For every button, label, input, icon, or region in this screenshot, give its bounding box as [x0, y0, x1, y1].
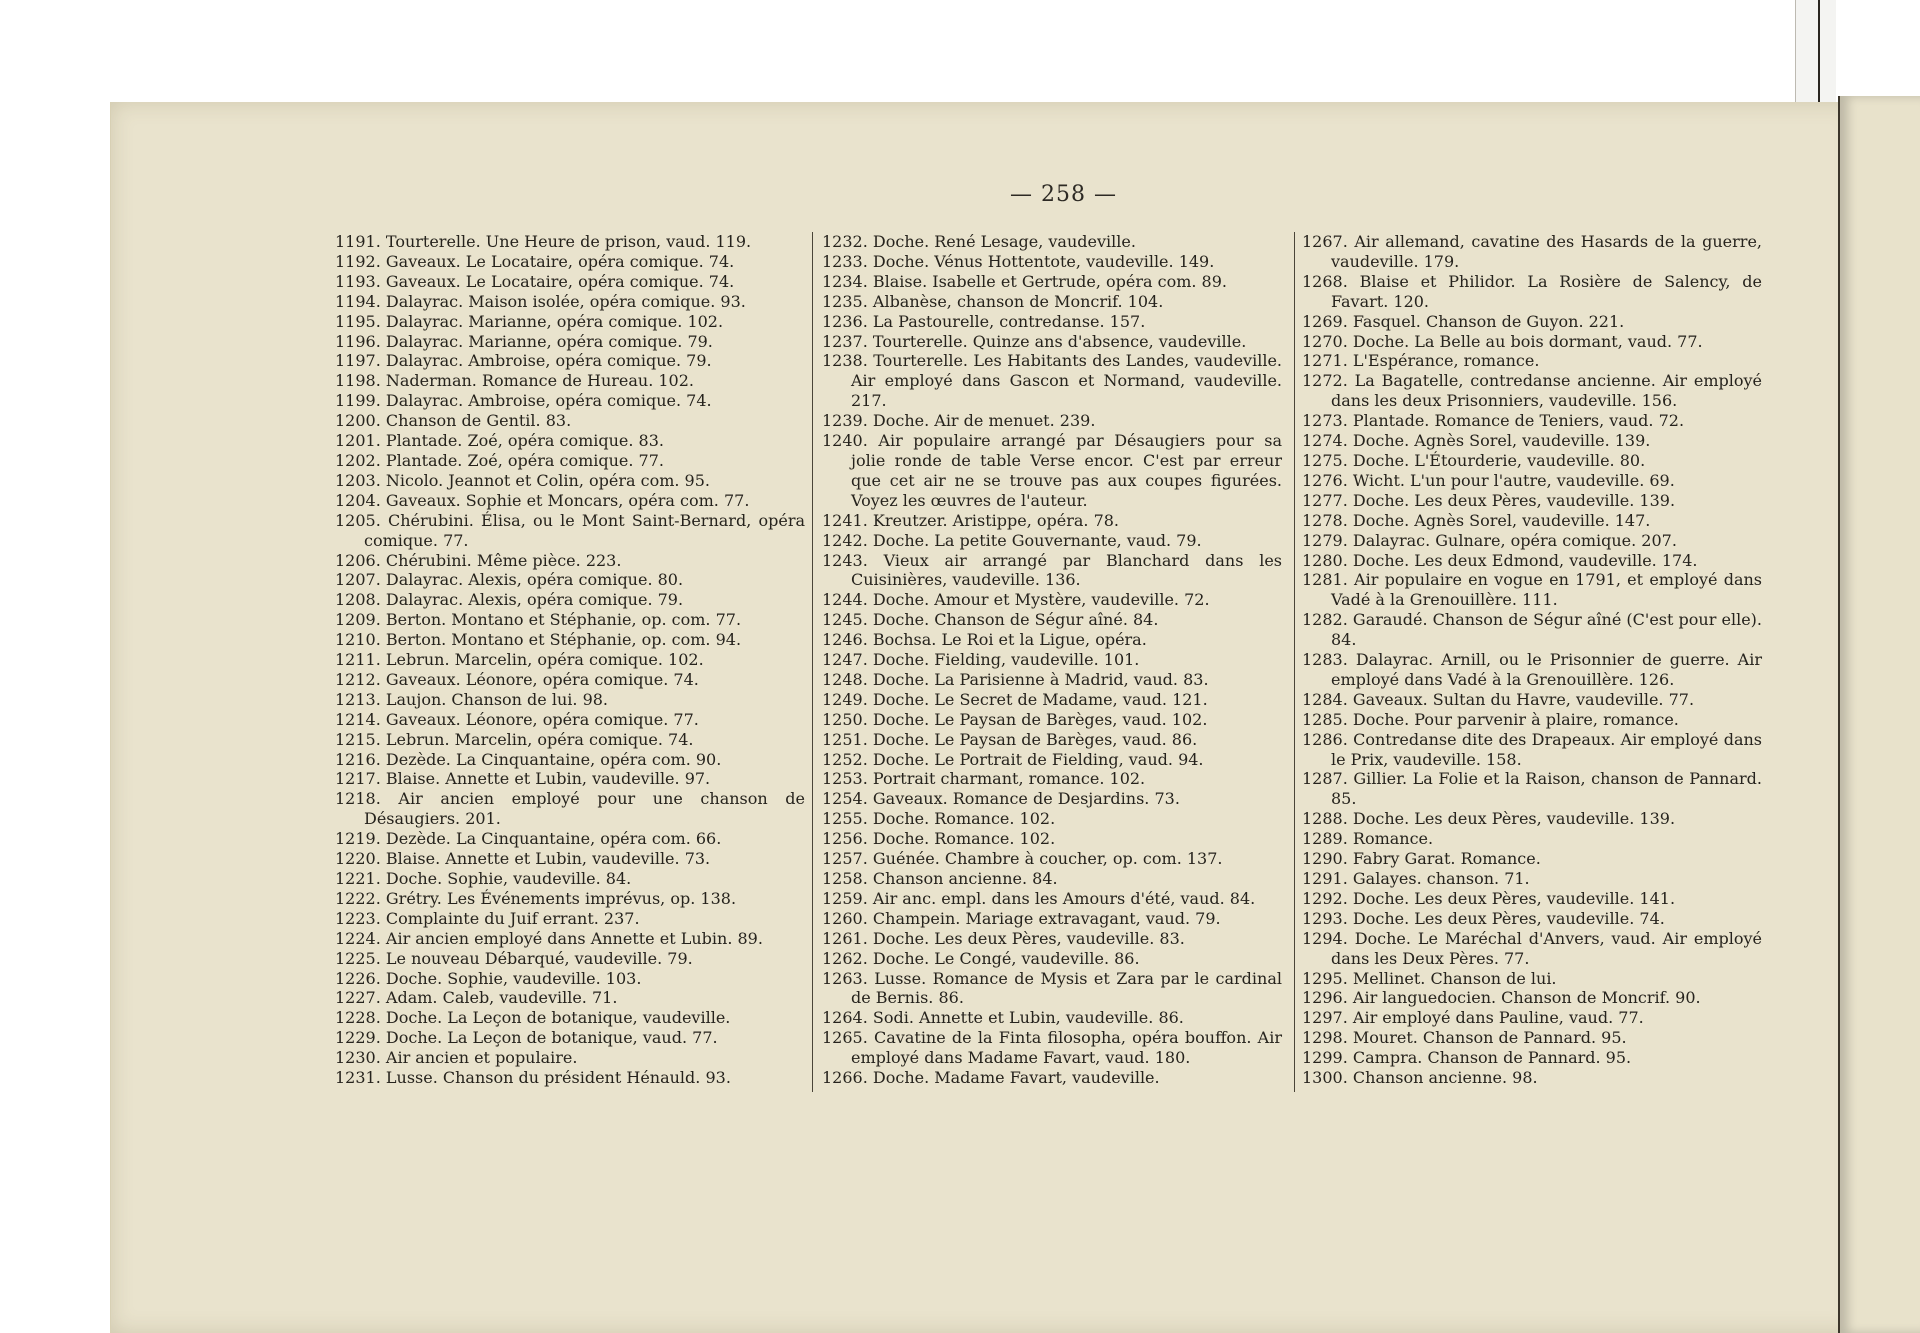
catalog-entry: 1277. Doche. Les deux Pères, vaudeville. 139. — [1302, 490, 1676, 510]
catalog-entry: 1291. Galayes. chanson. 71. — [1302, 869, 1530, 888]
catalog-entry: 1232. Doche. René Lesage, vaudeville. — [822, 232, 1136, 251]
catalog-entry: 1275. Doche. L'Étourderie, vaudeville. 80. — [1302, 450, 1646, 470]
catalog-entry: 1212. Gaveaux. Léonore, opéra comique. 74. — [335, 669, 699, 689]
catalog-entry: 1255. Doche. Romance. 102. — [822, 809, 1056, 829]
catalog-entry: 1266. Doche. Madame Favart, vaudeville. — [822, 1068, 1160, 1088]
column-middle — [822, 232, 1282, 1088]
catalog-entry: 1253. Portrait charmant, romance. 102. — [822, 769, 1146, 789]
catalog-entry: 1217. Blaise. Annette et Lubin, vaudeville. 97. — [335, 769, 711, 789]
catalog-entry: 1293. Doche. Les deux Pères, vaudeville. 74. — [1302, 908, 1665, 928]
catalog-entry: 1284. Gaveaux. Sultan du Havre, vaudeville. 77. — [1302, 689, 1695, 709]
column-rule-right — [1294, 232, 1295, 1092]
catalog-entry: 1193. Gaveaux. Le Locataire, opéra comique. 74. — [335, 271, 735, 291]
catalog-entry: 1298. Mouret. Chanson de Pannard. 95. — [1302, 1028, 1627, 1048]
catalog-entry: 1240. Air populaire arrangé par Désaugiers pour sa jolie ronde de table Verse encor. C'est par erreur que cet air ne se trouve pas aux coupes figurées. Voyez les œuvres de l'auteur. — [822, 431, 1282, 510]
catalog-entry: 1201. Plantade. Zoé, opéra comique. 83. — [335, 431, 664, 451]
catalog-entry: 1273. Plantade. Romance de Teniers, vaud. 72. — [1302, 411, 1685, 431]
catalog-entry: 1231. Lusse. Chanson du président Hénauld. 93. — [335, 1068, 731, 1088]
catalog-entry: 1299. Campra. Chanson de Pannard. 95. — [1302, 1048, 1632, 1068]
catalog-entry: 1254. Gaveaux. Romance de Desjardins. 73. — [822, 789, 1180, 809]
catalog-entry: 1263. Lusse. Romance de Mysis et Zara par le cardinal de Bernis. 86. — [822, 968, 1282, 1008]
catalog-entry: 1200. Chanson de Gentil. 83. — [335, 411, 572, 431]
catalog-entry: 1227. Adam. Caleb, vaudeville. 71. — [335, 988, 618, 1008]
page-number: — 258 — — [1010, 182, 1117, 207]
catalog-entry: 1288. Doche. Les deux Pères, vaudeville. 139. — [1302, 809, 1676, 829]
catalog-entry: 1242. Doche. La petite Gouvernante, vaud. 79. — [822, 530, 1202, 550]
catalog-entry: 1274. Doche. Agnès Sorel, vaudeville. 139. — [1302, 431, 1651, 451]
catalog-entry: 1194. Dalayrac. Maison isolée, opéra comique. 93. — [335, 291, 746, 311]
catalog-entry: 1271. L'Espérance, romance. — [1302, 351, 1540, 371]
catalog-entry: 1244. Doche. Amour et Mystère, vaudeville. 72. — [822, 590, 1210, 610]
catalog-entry: 1199. Dalayrac. Ambroise, opéra comique. 74. — [335, 391, 712, 411]
catalog-entry: 1197. Dalayrac. Ambroise, opéra comique. 79. — [335, 351, 712, 371]
catalog-entry: 1276. Wicht. L'un pour l'autre, vaudeville. 69. — [1302, 470, 1675, 490]
catalog-entry: 1260. Champein. Mariage extravagant, vaud. 79. — [822, 908, 1221, 928]
catalog-entry: 1236. La Pastourelle, contredanse. 157. — [822, 311, 1146, 331]
catalog-entry: 1292. Doche. Les deux Pères, vaudeville. 141. — [1302, 888, 1676, 908]
catalog-entry: 1211. Lebrun. Marcelin, opéra comique. 102. — [335, 650, 704, 670]
catalog-entry: 1233. Doche. Vénus Hottentote, vaudeville. 149. — [822, 251, 1215, 271]
catalog-entry: 1280. Doche. Les deux Edmond, vaudeville. 174. — [1302, 550, 1698, 570]
catalog-entry: 1267. Air allemand, cavatine des Hasards de la guerre, vaudeville. 179. — [1302, 232, 1762, 271]
column-left — [335, 232, 805, 1088]
catalog-entry: 1289. Romance. — [1302, 829, 1434, 849]
catalog-entry: 1214. Gaveaux. Léonore, opéra comique. 77. — [335, 709, 699, 729]
top-page-edge — [1795, 0, 1836, 102]
catalog-entry: 1223. Complainte du Juif errant. 237. — [335, 908, 640, 928]
catalog-entry: 1245. Doche. Chanson de Ségur aîné. 84. — [822, 610, 1159, 630]
catalog-entry: 1265. Cavatine de la Finta filosopha, opéra bouffon. Air employé dans Madame Favart, vaud. 180. — [822, 1028, 1282, 1068]
catalog-entry: 1300. Chanson ancienne. 98. — [1302, 1068, 1538, 1088]
catalog-entry: 1285. Doche. Pour parvenir à plaire, romance. — [1302, 709, 1679, 729]
next-page-edge — [1838, 96, 1920, 1333]
column-rule-left — [812, 232, 813, 1092]
catalog-entry: 1208. Dalayrac. Alexis, opéra comique. 79. — [335, 590, 684, 610]
catalog-entry: 1286. Contredanse dite des Drapeaux. Air employé dans le Prix, vaudeville. 158. — [1302, 729, 1762, 769]
catalog-entry: 1251. Doche. Le Paysan de Barèges, vaud. 86. — [822, 729, 1198, 749]
catalog-entry: 1268. Blaise et Philidor. La Rosière de Salency, de Favart. 120. — [1302, 271, 1762, 311]
catalog-entry: 1281. Air populaire en vogue en 1791, et employé dans Vadé à la Grenouillère. 111. — [1302, 570, 1762, 610]
catalog-entry: 1252. Doche. Le Portrait de Fielding, vaud. 94. — [822, 749, 1204, 769]
catalog-entry: 1264. Sodi. Annette et Lubin, vaudeville. 86. — [822, 1008, 1184, 1028]
catalog-entry: 1238. Tourterelle. Les Habitants des Landes, vaudeville. Air employé dans Gascon et Normand, vaudeville. 217. — [822, 351, 1282, 411]
catalog-entry: 1272. La Bagatelle, contredanse ancienne. Air employé dans les deux Prisonniers, vaudeville. 156. — [1302, 371, 1762, 411]
catalog-entry: 1239. Doche. Air de menuet. 239. — [822, 411, 1096, 431]
catalog-entry: 1270. Doche. La Belle au bois dormant, vaud. 77. — [1302, 331, 1703, 351]
catalog-entry: 1195. Dalayrac. Marianne, opéra comique. 102. — [335, 311, 724, 331]
catalog-entry: 1243. Vieux air arrangé par Blanchard dans les Cuisinières, vaudeville. 136. — [822, 550, 1282, 590]
catalog-entry: 1278. Doche. Agnès Sorel, vaudeville. 147. — [1302, 510, 1651, 530]
catalog-entry: 1196. Dalayrac. Marianne, opéra comique. 79. — [335, 331, 713, 351]
catalog-entry: 1234. Blaise. Isabelle et Gertrude, opéra com. 89. — [822, 271, 1227, 291]
book-spine — [1818, 0, 1820, 102]
catalog-entry: 1224. Air ancien employé dans Annette et Lubin. 89. — [335, 928, 763, 948]
catalog-entry: 1204. Gaveaux. Sophie et Moncars, opéra com. 77. — [335, 490, 750, 510]
catalog-entry: 1261. Doche. Les deux Pères, vaudeville. 83. — [822, 928, 1185, 948]
catalog-entry: 1229. Doche. La Leçon de botanique, vaud. 77. — [335, 1028, 718, 1048]
catalog-entry: 1237. Tourterelle. Quinze ans d'absence, vaudeville. — [822, 331, 1247, 351]
catalog-entry: 1202. Plantade. Zoé, opéra comique. 77. — [335, 450, 664, 470]
catalog-entry: 1218. Air ancien employé pour une chanson de Désaugiers. 201. — [335, 789, 805, 829]
catalog-entry: 1225. Le nouveau Débarqué, vaudeville. 79. — [335, 948, 693, 968]
catalog-entry: 1247. Doche. Fielding, vaudeville. 101. — [822, 650, 1140, 670]
catalog-entry: 1215. Lebrun. Marcelin, opéra comique. 74. — [335, 729, 694, 749]
catalog-entry: 1296. Air languedocien. Chanson de Moncrif. 90. — [1302, 988, 1701, 1008]
catalog-entry: 1249. Doche. Le Secret de Madame, vaud. 121. — [822, 689, 1208, 709]
column-right — [1302, 232, 1762, 1088]
catalog-entry: 1248. Doche. La Parisienne à Madrid, vaud. 83. — [822, 669, 1209, 689]
catalog-entry: 1220. Blaise. Annette et Lubin, vaudeville. 73. — [335, 849, 711, 869]
catalog-entry: 1219. Dezède. La Cinquantaine, opéra com. 66. — [335, 829, 722, 849]
catalog-entry: 1206. Chérubini. Même pièce. 223. — [335, 550, 622, 570]
catalog-entry: 1207. Dalayrac. Alexis, opéra comique. 80. — [335, 570, 684, 590]
catalog-entry: 1297. Air employé dans Pauline, vaud. 77. — [1302, 1008, 1644, 1028]
catalog-entry: 1283. Dalayrac. Arnill, ou le Prisonnier de guerre. Air employé dans Vadé à la Grenouillère. 126. — [1302, 650, 1762, 689]
catalog-entry: 1209. Berton. Montano et Stéphanie, op. com. 77. — [335, 610, 742, 630]
catalog-entry: 1241. Kreutzer. Aristippe, opéra. 78. — [822, 510, 1120, 530]
catalog-entry: 1213. Laujon. Chanson de lui. 98. — [335, 689, 609, 709]
catalog-entry: 1228. Doche. La Leçon de botanique, vaudeville. — [335, 1008, 731, 1028]
catalog-entry: 1282. Garaudé. Chanson de Ségur aîné (C'est pour elle). 84. — [1302, 610, 1762, 650]
catalog-entry: 1203. Nicolo. Jeannot et Colin, opéra com. 95. — [335, 470, 710, 490]
catalog-entry: 1246. Bochsa. Le Roi et la Ligue, opéra. — [822, 630, 1147, 650]
catalog-entry: 1192. Gaveaux. Le Locataire, opéra comique. 74. — [335, 251, 735, 271]
catalog-entry: 1198. Naderman. Romance de Hureau. 102. — [335, 371, 694, 391]
catalog-entry: 1216. Dezède. La Cinquantaine, opéra com. 90. — [335, 749, 722, 769]
catalog-entry: 1257. Guénée. Chambre à coucher, op. com. 137. — [822, 849, 1223, 869]
catalog-entry: 1226. Doche. Sophie, vaudeville. 103. — [335, 968, 642, 988]
catalog-entry: 1262. Doche. Le Congé, vaudeville. 86. — [822, 948, 1140, 968]
catalog-entry: 1258. Chanson ancienne. 84. — [822, 869, 1058, 888]
catalog-entry: 1222. Grétry. Les Événements imprévus, op. 138. — [335, 888, 737, 908]
catalog-entry: 1221. Doche. Sophie, vaudeville. 84. — [335, 869, 632, 888]
catalog-entry: 1235. Albanèse, chanson de Moncrif. 104. — [822, 291, 1164, 311]
catalog-entry: 1295. Mellinet. Chanson de lui. — [1302, 968, 1557, 988]
catalog-entry: 1259. Air anc. empl. dans les Amours d'été, vaud. 84. — [822, 888, 1256, 908]
catalog-entry: 1250. Doche. Le Paysan de Barèges, vaud. 102. — [822, 709, 1208, 729]
catalog-entry: 1294. Doche. Le Maréchal d'Anvers, vaud. Air employé dans les Deux Pères. 77. — [1302, 928, 1762, 968]
catalog-entry: 1210. Berton. Montano et Stéphanie, op. com. 94. — [335, 630, 742, 650]
catalog-entry: 1191. Tourterelle. Une Heure de prison, vaud. 119. — [335, 232, 752, 251]
catalog-entry: 1269. Fasquel. Chanson de Guyon. 221. — [1302, 311, 1625, 331]
catalog-entry: 1279. Dalayrac. Gulnare, opéra comique. 207. — [1302, 530, 1677, 550]
catalog-entry: 1205. Chérubini. Élisa, ou le Mont Saint-Bernard, opéra comique. 77. — [335, 510, 805, 550]
catalog-entry: 1256. Doche. Romance. 102. — [822, 829, 1056, 849]
catalog-entry: 1290. Fabry Garat. Romance. — [1302, 849, 1541, 869]
catalog-entry: 1287. Gillier. La Folie et la Raison, chanson de Pannard. 85. — [1302, 769, 1762, 809]
catalog-entry: 1230. Air ancien et populaire. — [335, 1048, 578, 1068]
